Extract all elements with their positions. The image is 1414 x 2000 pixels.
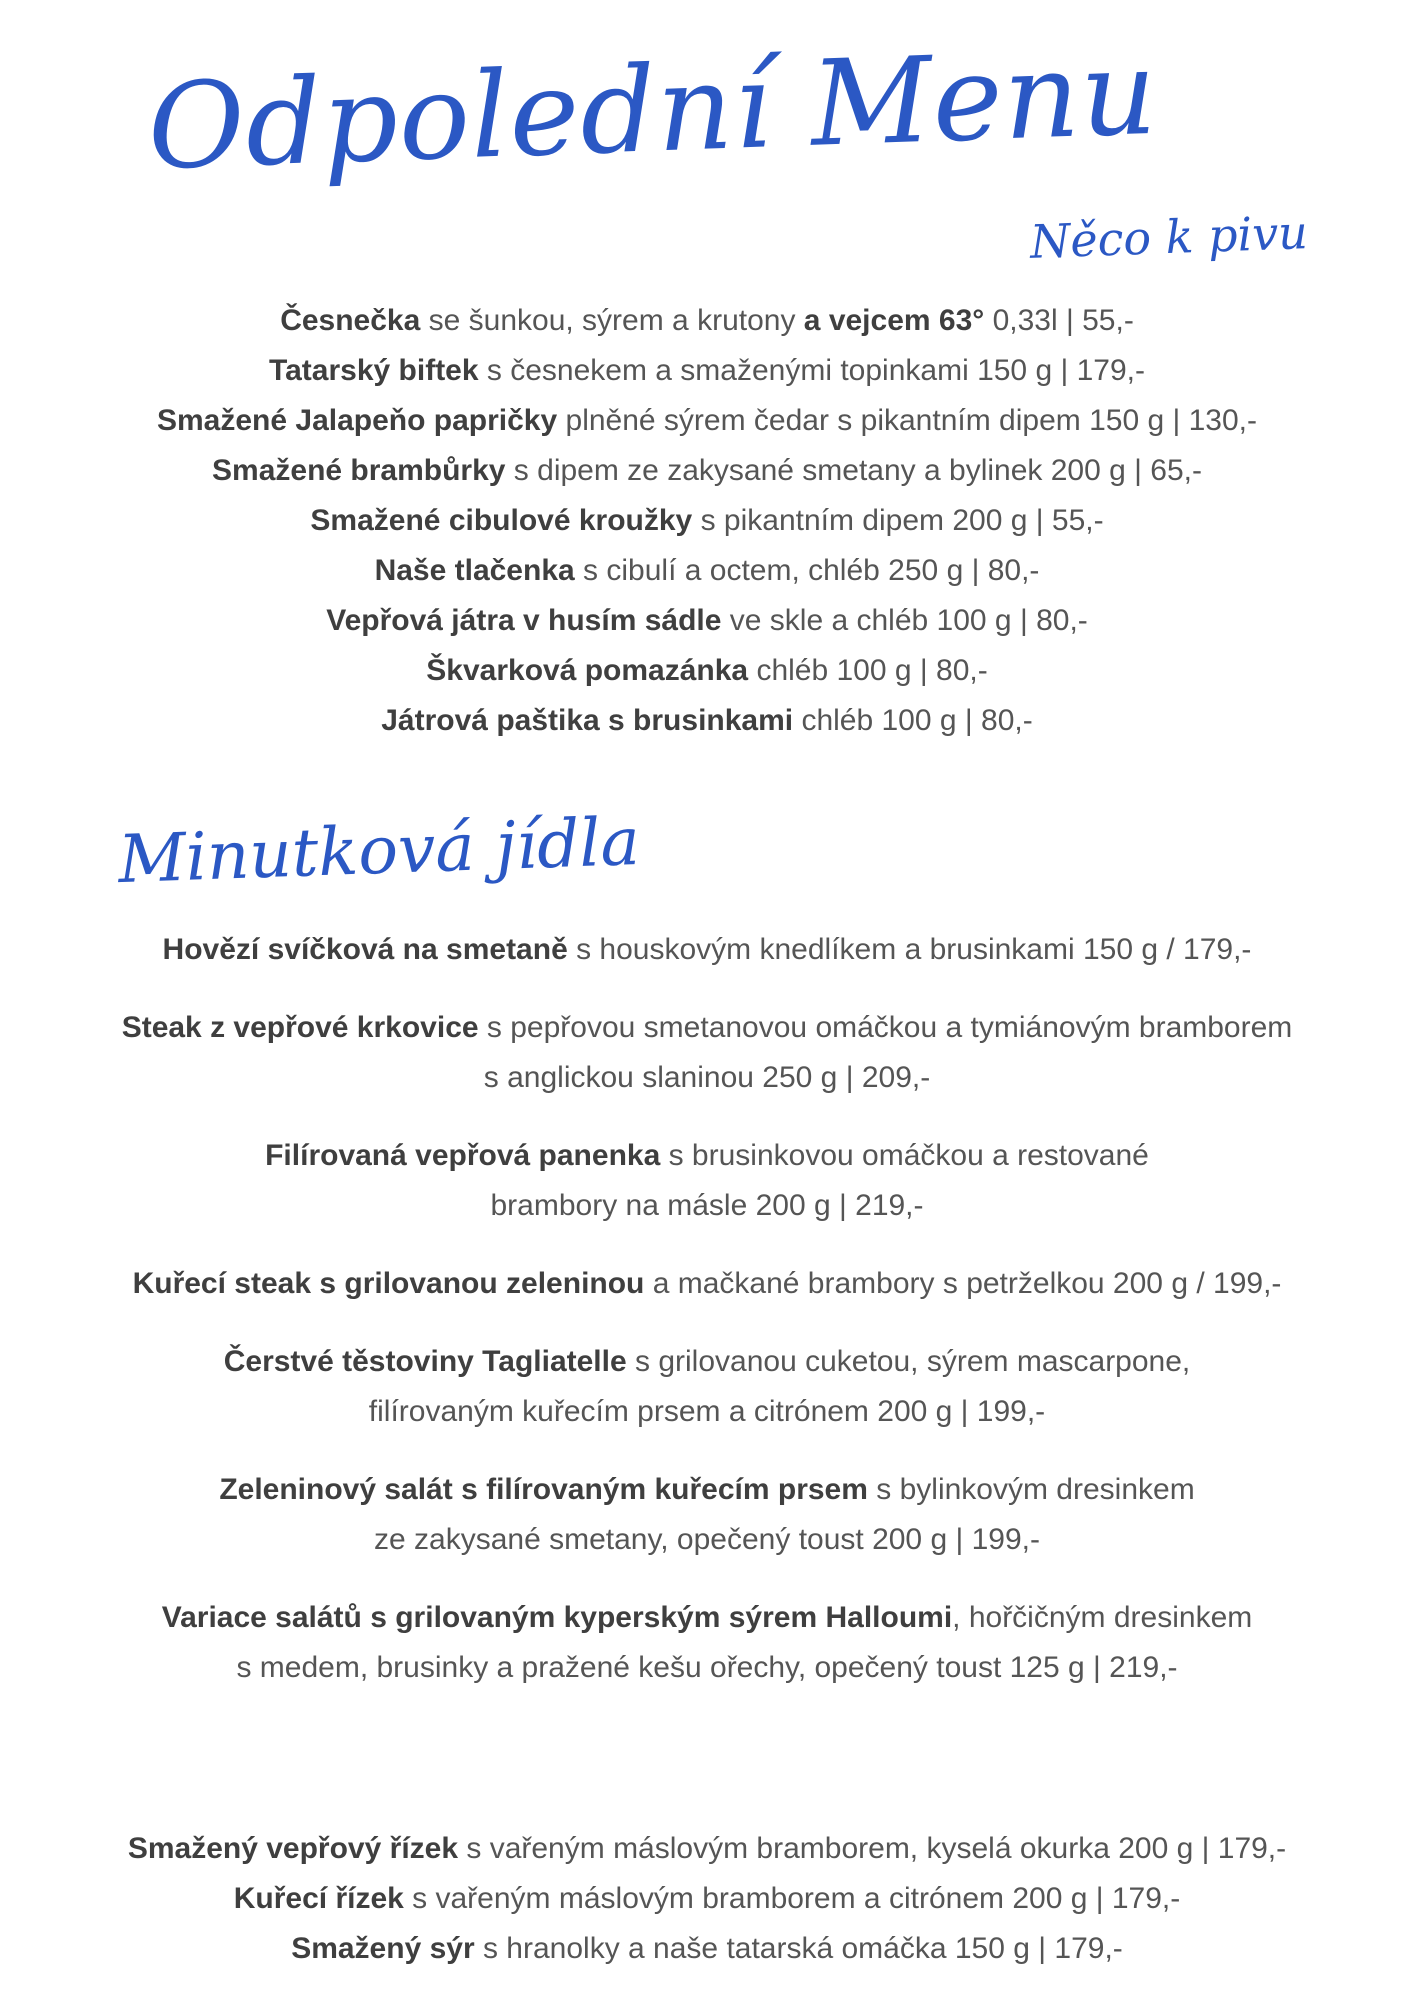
item-description: , hořčičným dresinkem bbox=[952, 1601, 1253, 1634]
menu-title: Odpolední Menu bbox=[145, 22, 1160, 196]
item-name-extra: a vejcem 63° bbox=[803, 304, 985, 337]
item-name: Naše tlačenka bbox=[374, 554, 575, 587]
item-name: Škvarková pomazánka bbox=[426, 654, 749, 687]
item-name: Variace salátů s grilovaným kyperským sýrem Halloumi bbox=[161, 1601, 953, 1634]
list-item bbox=[0, 1131, 1414, 1231]
fried-list bbox=[0, 1824, 1414, 1974]
item-description: s houskovým knedlíkem a brusinkami 150 g / 179,- bbox=[567, 933, 1252, 966]
item-description-line2: filírovaným kuřecím prsem a citrónem 200 g | 199,- bbox=[368, 1395, 1046, 1428]
item-name: Tatarský biftek bbox=[269, 354, 479, 387]
list-item bbox=[0, 1593, 1414, 1693]
item-description: se šunkou, sýrem a krutony bbox=[420, 304, 804, 337]
list-item bbox=[0, 496, 1414, 546]
list-item bbox=[0, 1874, 1414, 1924]
item-description-line2: s anglickou slaninou 250 g | 209,- bbox=[483, 1061, 931, 1094]
item-description: ve skle a chléb 100 g | 80,- bbox=[721, 604, 1088, 637]
list-item bbox=[0, 596, 1414, 646]
item-name: Kuřecí řízek bbox=[233, 1882, 404, 1915]
list-item bbox=[0, 396, 1414, 446]
list-item bbox=[0, 446, 1414, 496]
item-description: s grilovanou cuketou, sýrem mascarpone, bbox=[626, 1345, 1191, 1378]
item-description-line2: ze zakysané smetany, opečený toust 200 g | 199,- bbox=[374, 1523, 1040, 1556]
item-name: Zeleninový salát s filírovaným kuřecím prsem bbox=[219, 1473, 868, 1506]
list-item bbox=[0, 925, 1414, 975]
item-description: s pikantním dipem 200 g | 55,- bbox=[692, 504, 1104, 537]
list-item bbox=[0, 1924, 1414, 1974]
item-name: Česnečka bbox=[280, 304, 421, 337]
item-price: 0,33l | 55,- bbox=[984, 304, 1134, 337]
item-description: s vařeným máslovým bramborem a citrónem 200 g | 179,- bbox=[403, 1882, 1181, 1915]
list-item bbox=[0, 1337, 1414, 1437]
list-item bbox=[0, 346, 1414, 396]
item-name: Čerstvé těstoviny Tagliatelle bbox=[223, 1345, 627, 1378]
item-description: s brusinkovou omáčkou a restované bbox=[660, 1139, 1149, 1172]
item-name: Smažený sýr bbox=[291, 1932, 475, 1965]
item-name: Kuřecí steak s grilovanou zeleninou bbox=[132, 1267, 645, 1300]
item-description: chléb 100 g | 80,- bbox=[748, 654, 988, 687]
list-item bbox=[0, 646, 1414, 696]
item-description: s česnekem a smaženými topinkami 150 g | 179,- bbox=[478, 354, 1145, 387]
item-name: Smažený vepřový řízek bbox=[127, 1832, 459, 1865]
list-item bbox=[0, 296, 1414, 346]
list-item bbox=[0, 696, 1414, 746]
list-item bbox=[0, 1824, 1414, 1874]
list-item bbox=[0, 1259, 1414, 1309]
list-item bbox=[0, 1465, 1414, 1565]
item-name: Smažené Jalapeňo papričky bbox=[156, 404, 558, 437]
snacks-list bbox=[0, 296, 1414, 746]
list-item bbox=[0, 1003, 1414, 1103]
item-name: Steak z vepřové krkovice bbox=[121, 1011, 479, 1044]
item-name: Filírovaná vepřová panenka bbox=[265, 1139, 661, 1172]
list-item bbox=[0, 546, 1414, 596]
item-description: s vařeným máslovým bramborem, kyselá okurka 200 g | 179,- bbox=[458, 1832, 1287, 1865]
item-name: Hovězí svíčková na smetaně bbox=[162, 933, 568, 966]
item-description: s hranolky a naše tatarská omáčka 150 g | 179,- bbox=[474, 1932, 1123, 1965]
item-description: plněné sýrem čedar s pikantním dipem 150 g | 130,- bbox=[557, 404, 1258, 437]
snacks-section-title: Něco k pivu bbox=[1029, 205, 1309, 269]
item-description-line2: s medem, brusinky a pražené kešu ořechy, opečený toust 125 g | 219,- bbox=[236, 1651, 1178, 1684]
item-name: Vepřová játra v husím sádle bbox=[326, 604, 722, 637]
item-name: Játrová paštika s brusinkami bbox=[381, 704, 794, 737]
item-description: s dipem ze zakysané smetany a bylinek 200 g | 65,- bbox=[505, 454, 1202, 487]
item-description: chléb 100 g | 80,- bbox=[793, 704, 1033, 737]
item-name: Smažené cibulové kroužky bbox=[310, 504, 693, 537]
item-description: s cibulí a octem, chléb 250 g | 80,- bbox=[574, 554, 1040, 587]
item-description: s pepřovou smetanovou omáčkou a tymiánovým bramborem bbox=[478, 1011, 1293, 1044]
mains-list bbox=[0, 925, 1414, 1721]
item-name: Smažené brambůrky bbox=[212, 454, 506, 487]
item-description: a mačkané brambory s petrželkou 200 g / 199,- bbox=[644, 1267, 1282, 1300]
mains-section-title: Minutková jídla bbox=[116, 802, 642, 899]
item-description: s bylinkovým dresinkem bbox=[867, 1473, 1195, 1506]
item-description-line2: brambory na másle 200 g | 219,- bbox=[490, 1189, 924, 1222]
